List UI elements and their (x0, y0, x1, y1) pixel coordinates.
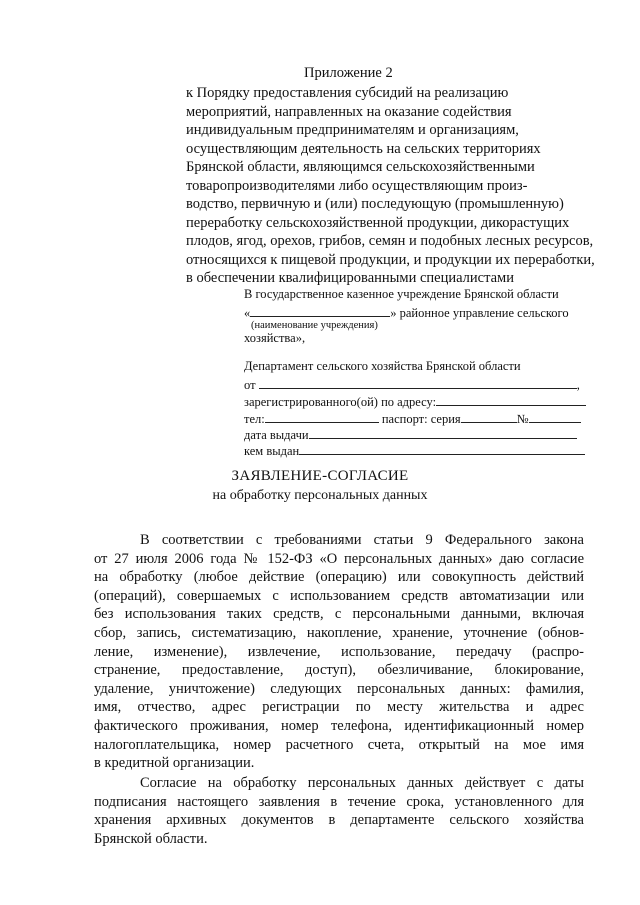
paragraph-line: сбор, запись, систематизацию, накопление, хранение, уточнение (обнов- (94, 624, 584, 641)
phone-passport-line (244, 410, 581, 427)
document-title: ЗАЯВЛЕНИЕ-СОГЛАСИЕ (231, 468, 409, 484)
paragraph-line: Брянской области. (94, 830, 208, 847)
applicant-name-field[interactable] (259, 376, 577, 389)
addressee-text: В государственное казенное учреждение Брянской области (244, 287, 559, 301)
appendix-line: относящихся к пищевой продукции, и продукции их переработки, (186, 251, 595, 268)
appendix-line: осуществляющим деятельность на сельских территориях (186, 140, 541, 157)
registered-label: зарегистрированного(ой) по адресу: (244, 395, 437, 409)
paragraph-line: в кредитной организации. (94, 755, 255, 772)
registered-line (244, 393, 586, 410)
institution-suffix: » районное управление сельского (390, 306, 569, 320)
passport-series-field[interactable] (461, 410, 517, 423)
appendix-line: Брянской области, являющимся сельскохозяйственными (186, 159, 535, 175)
institution-name-field[interactable] (250, 304, 390, 317)
phone-label: тел: (244, 412, 265, 426)
appendix-line: к Порядку предоставления субсидий на реализацию (186, 85, 509, 101)
consent-paragraph (94, 531, 584, 773)
issued-by-label: кем выдан (244, 444, 300, 458)
appendix-line: индивидуальным предпринимателям и организациям, (186, 122, 519, 138)
addressee-line (244, 287, 559, 302)
issue-date-line (244, 426, 577, 443)
appendix-line: водство, первичную и (или) последующую (промышленную) (186, 196, 564, 212)
validity-paragraph (94, 774, 584, 848)
from-label: от (244, 378, 256, 392)
document-subtitle: на обработку персональных данных (212, 488, 428, 503)
phone-field[interactable] (265, 410, 379, 423)
issued-by-line (244, 442, 585, 459)
passport-label: паспорт: серия (381, 412, 461, 426)
paragraph-line: на обработку (любое действие (операцию) или совокупность действий (94, 569, 584, 586)
institution-note: (наименование учреждения) (251, 320, 378, 331)
institution-line (244, 304, 569, 321)
appendix-title: Приложение 2 (304, 65, 393, 81)
paragraph-line: подписания настоящего заявления в течение срока, установленного для (94, 793, 584, 810)
paragraph-line: Согласие на обработку персональных данных действует с даты (140, 775, 584, 791)
issue-date-field[interactable] (309, 426, 577, 439)
appendix-line: переработку сельскохозяйственной продукции, дикорастущих (186, 214, 570, 231)
paragraph-line: (операций), совершаемых с использованием средств автоматизации или (94, 587, 584, 604)
paragraph-line: удаление, уничтожение) следующих персональных данных: фамилия, (94, 680, 584, 697)
quote-open: « (244, 306, 251, 320)
paragraph-line: от 27 июля 2006 года № 152-ФЗ «О персональных данных» даю согласие (94, 550, 584, 567)
appendix-line: мероприятий, направленных на оказание содействия (186, 103, 512, 120)
issued-by-field[interactable] (299, 442, 585, 455)
paragraph-line: В соответствии с требованиями статьи 9 Федерального закона (140, 532, 584, 548)
appendix-text (186, 84, 595, 288)
paragraph-line: фактического проживания, номер телефона, идентификационный номер (94, 717, 584, 734)
department-line: Департамент сельского хозяйства Брянской области (244, 359, 521, 373)
passport-number-field[interactable] (529, 410, 581, 423)
paragraph-line: без использования таких средств, с персональными данными, включая (94, 606, 584, 623)
appendix-line: в обеспечении квалифицированными специалистами (186, 270, 514, 286)
appendix-line: товаропроизводителями либо осуществляющим произ- (186, 177, 528, 194)
paragraph-line: налогоплательщика, номер расчетного счета, открытый на мое имя (94, 736, 584, 753)
paragraph-line: хранения архивных документов в департаменте сельского хозяйства (94, 812, 584, 829)
issue-date-label: дата выдачи (244, 428, 309, 442)
institution-line-end: хозяйства», (244, 331, 306, 345)
number-label: № (516, 412, 529, 426)
address-field[interactable] (436, 393, 586, 406)
appendix-line: плодов, ягод, орехов, грибов, семян и подобных лесных ресурсов, (186, 233, 594, 249)
from-line: от , (244, 378, 580, 392)
paragraph-line: ление, изменение), извлечение, использование, передачу (распро- (94, 643, 584, 660)
paragraph-line: странение, предоставление, доступ), обезличивание, блокирование, (94, 662, 584, 679)
paragraph-line: имя, отчество, адрес регистрации по месту жительства и адрес (94, 699, 584, 716)
